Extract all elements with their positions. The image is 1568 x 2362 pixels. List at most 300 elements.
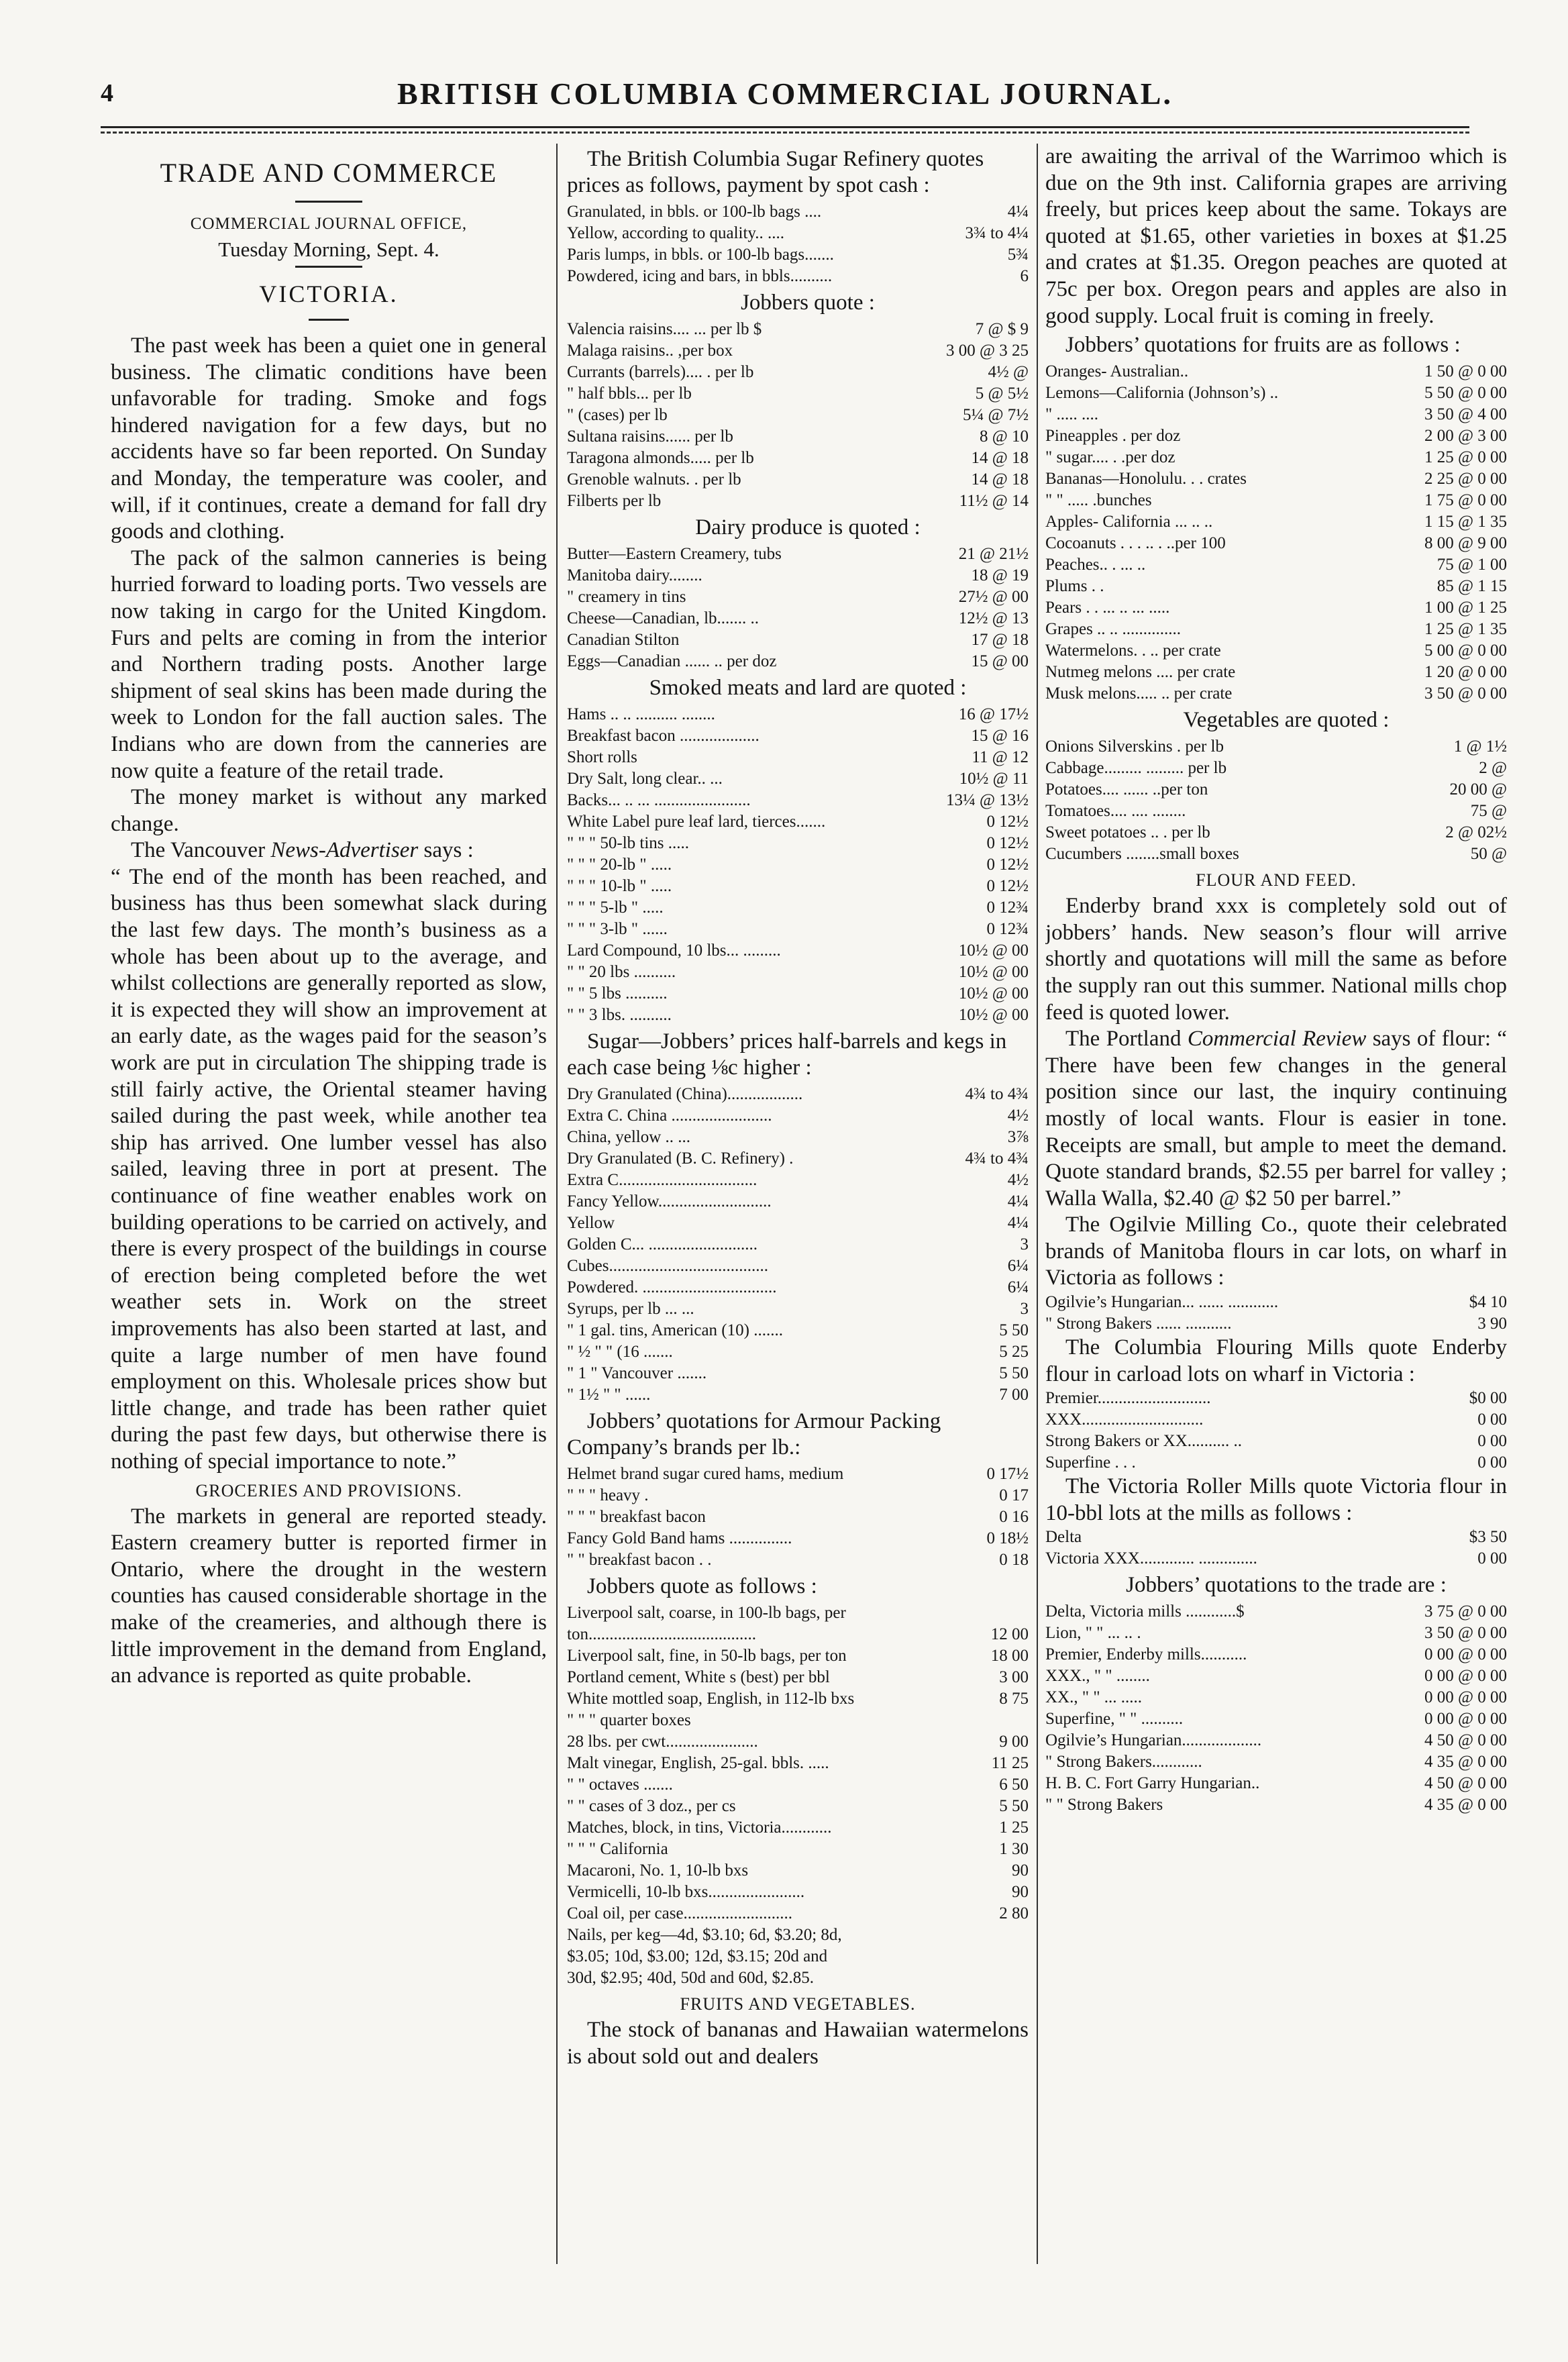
misc-goods-table — [567, 1602, 1029, 1989]
price-value: 12½ @ 13 — [958, 609, 1029, 627]
price-row — [1045, 468, 1507, 490]
price-value: 5 50 — [999, 1321, 1029, 1339]
price-label: " " breakfast bacon . . — [567, 1551, 712, 1569]
price-label: Portland cement, White s (best) per bbl — [567, 1668, 830, 1686]
price-row — [1045, 576, 1507, 597]
price-row — [1045, 1665, 1507, 1687]
price-label: Superfine . . . — [1045, 1453, 1136, 1472]
price-value — [1022, 1946, 1029, 1967]
office-line: COMMERCIAL JOURNAL OFFICE, — [190, 215, 468, 233]
armour-intro: Jobbers’ quotations for Armour Packing Company’s brands per lb.: — [567, 1409, 941, 1459]
price-value: 3 50 @ 0 00 — [1424, 684, 1507, 703]
price-value: 5¼ @ 7½ — [962, 406, 1029, 424]
city-dash — [309, 319, 349, 321]
price-row — [567, 405, 1029, 426]
price-value: 3⅞ — [1007, 1128, 1029, 1146]
price-row — [567, 1005, 1029, 1026]
sugar-jobbers-table — [567, 1084, 1029, 1406]
price-value: 6 — [1020, 267, 1029, 285]
price-row — [1045, 1527, 1507, 1548]
price-value: 7 @ $ 9 — [975, 320, 1029, 338]
price-value: 75 @ 1 00 — [1436, 556, 1507, 574]
price-label: Liverpool salt, coarse, in 100-lb bags, per — [567, 1604, 846, 1622]
price-value: 8 @ 10 — [979, 427, 1029, 446]
price-row — [567, 1882, 1029, 1903]
price-row — [567, 1506, 1029, 1528]
price-row — [567, 244, 1029, 266]
header-rule — [101, 126, 1469, 128]
price-row — [567, 1320, 1029, 1341]
price-label: Eggs—Canadian ...... .. per doz — [567, 652, 777, 670]
ogilvie-paragraph: The Ogilvie Milling Co., quote their celebrated brands of Manitoba flours in car lots, on wharf in Victoria as follows : — [1045, 1213, 1507, 1290]
price-value: 0 18 — [999, 1551, 1029, 1569]
price-value: 90 — [1012, 1861, 1029, 1880]
price-value: 4½ — [1007, 1107, 1029, 1125]
price-value: 4 50 @ 0 00 — [1424, 1731, 1507, 1750]
section-heading: TRADE AND COMMERCE — [160, 158, 498, 188]
price-value: 12 00 — [990, 1625, 1029, 1643]
price-row — [567, 383, 1029, 405]
price-value: 5 00 @ 0 00 — [1424, 641, 1507, 660]
price-row — [567, 362, 1029, 383]
price-value: 2 00 @ 3 00 — [1424, 427, 1507, 446]
columbia-table — [1045, 1388, 1507, 1474]
fruits-vegetables-heading: FRUITS AND VEGETABLES. — [680, 1994, 916, 2014]
price-value: 1 15 @ 1 35 — [1424, 513, 1507, 531]
price-row — [567, 1946, 1029, 1967]
price-value: 5 50 — [999, 1797, 1029, 1815]
price-value: 17 @ 18 — [971, 631, 1029, 649]
price-row — [1045, 640, 1507, 662]
sugar-refinery-intro: The British Columbia Sugar Refinery quotes prices as follows, payment by spot cash : — [567, 147, 984, 197]
price-value: 0 00 @ 0 00 — [1424, 1710, 1507, 1729]
vancouver-prefix: The Vancouver — [131, 838, 271, 863]
price-label: Hams .. .. .......... ........ — [567, 705, 715, 723]
price-label: Grenoble walnuts. . per lb — [567, 470, 741, 489]
price-row — [567, 1602, 1029, 1624]
column-price-lists — [567, 144, 1029, 2291]
price-label: Bananas—Honolulu. . . crates — [1045, 470, 1247, 489]
price-value: 2 @ — [1479, 759, 1507, 778]
price-row — [567, 1277, 1029, 1298]
price-value: 4 35 @ 0 00 — [1424, 1753, 1507, 1772]
price-row — [1045, 1794, 1507, 1816]
flour-feed-heading: FLOUR AND FEED. — [1196, 870, 1357, 890]
price-value: 5 @ 5½ — [975, 384, 1029, 403]
price-row — [567, 790, 1029, 811]
price-row — [567, 1363, 1029, 1384]
newspaper-name: Commercial Review — [1187, 1027, 1367, 1051]
price-value: 10½ @ 00 — [958, 1006, 1029, 1024]
price-value: 6 50 — [999, 1776, 1029, 1794]
price-row — [567, 725, 1029, 747]
price-label: Nails, per keg—4d, $3.10; 6d, $3.20; 8d, — [567, 1926, 842, 1944]
price-row — [567, 1234, 1029, 1255]
price-label: Oranges- Australian.. — [1045, 362, 1189, 381]
price-label: Cucumbers ........small boxes — [1045, 845, 1239, 864]
price-row — [567, 469, 1029, 491]
price-row — [567, 854, 1029, 876]
price-label: White Label pure leaf lard, tierces....... — [567, 813, 826, 831]
price-value: 0 18½ — [986, 1529, 1029, 1547]
price-row — [567, 1731, 1029, 1753]
price-row — [1045, 1452, 1507, 1474]
price-row — [1045, 404, 1507, 425]
price-value: 10½ @ 00 — [958, 963, 1029, 981]
price-label: Sweet potatoes .. . per lb — [1045, 823, 1210, 842]
price-value: 85 @ 1 15 — [1436, 577, 1507, 596]
price-label: Dry Granulated (China).................. — [567, 1085, 803, 1103]
trade-quotations-table — [1045, 1601, 1507, 1816]
price-value — [1022, 1967, 1029, 1989]
price-label: XXX., " " ........ — [1045, 1667, 1150, 1686]
price-label: Extra C. China ........................ — [567, 1107, 772, 1125]
price-row — [1045, 447, 1507, 468]
price-label: " half bbls... per lb — [567, 384, 692, 403]
price-label: Butter—Eastern Creamery, tubs — [567, 545, 782, 563]
price-row — [1045, 1548, 1507, 1570]
price-row — [1045, 511, 1507, 533]
price-label: " " " 5-lb " ..... — [567, 898, 664, 917]
price-value: 4½ — [1007, 1171, 1029, 1189]
price-label: Liverpool salt, fine, in 50-lb bags, per ton — [567, 1647, 847, 1665]
price-value: 15 @ 16 — [971, 727, 1029, 745]
price-row — [1045, 533, 1507, 554]
price-value: 11½ @ 14 — [959, 492, 1029, 510]
fruit-table — [1045, 361, 1507, 705]
price-row — [567, 897, 1029, 919]
price-row — [567, 1191, 1029, 1213]
price-row — [567, 1796, 1029, 1817]
journal-title: BRITISH COLUMBIA COMMERCIAL JOURNAL. — [397, 76, 1173, 111]
price-row — [567, 1817, 1029, 1839]
price-label: " 1 " Vancouver ....... — [567, 1364, 707, 1382]
price-row — [1045, 1388, 1507, 1409]
price-value: 3 — [1020, 1235, 1029, 1253]
price-value: 1 50 @ 0 00 — [1424, 362, 1507, 381]
vancouver-paragraph — [111, 837, 547, 864]
price-row — [567, 1753, 1029, 1774]
price-row — [567, 629, 1029, 651]
jobbers-quote-title: Jobbers quote : — [741, 291, 875, 315]
price-value: 0 17 — [999, 1486, 1029, 1504]
price-row — [567, 1774, 1029, 1796]
price-value: 0 00 — [1477, 1453, 1507, 1472]
price-label: Lion, " " ... .. . — [1045, 1624, 1141, 1643]
price-label: " (cases) per lb — [567, 406, 668, 424]
price-label: " sugar.... . .per doz — [1045, 448, 1175, 467]
price-label: Currants (barrels).... . per lb — [567, 363, 754, 381]
fruit-quotations-intro: Jobbers’ quotations for fruits are as follows : — [1065, 333, 1461, 358]
price-row — [567, 1645, 1029, 1667]
price-label: Malt vinegar, English, 25-gal. bbls. ..... — [567, 1754, 829, 1772]
price-value: 16 @ 17½ — [958, 705, 1029, 723]
portland-suffix: says of flour: “ There have been few changes in the general position since our last, the inquiry continuing mostly of local wants. Flour is easier in tone. Receipts are small, but ample to meet the demand. Quote standard brands, $2.55 per barrel for valley ; Walla Walla, $2.40 @ $2 50 per barrel.” — [1045, 1027, 1507, 1211]
price-value: 1 75 @ 0 00 — [1424, 491, 1507, 510]
price-row — [1045, 758, 1507, 779]
price-value: 18 00 — [990, 1647, 1029, 1665]
price-label: Matches, block, in tins, Victoria............ — [567, 1818, 832, 1837]
price-value: 3 50 @ 0 00 — [1424, 1624, 1507, 1643]
price-value: 6¼ — [1007, 1278, 1029, 1296]
page-number: 4 — [101, 79, 113, 107]
price-value: 14 @ 18 — [971, 449, 1029, 467]
price-label: Plums . . — [1045, 577, 1104, 596]
price-value: 1 25 @ 0 00 — [1424, 448, 1507, 467]
price-value: 15 @ 00 — [971, 652, 1029, 670]
price-label: Premier, Enderby mills........... — [1045, 1645, 1247, 1664]
price-label: Filberts per lb — [567, 492, 662, 510]
price-label: $3.05; 10d, $3.00; 12d, $3.15; 20d and — [567, 1947, 828, 1965]
price-row — [567, 201, 1029, 223]
price-value: 4½ @ — [988, 363, 1029, 381]
price-label: " ½ " " (16 ....... — [567, 1343, 673, 1361]
continued-paragraph: are awaiting the arrival of the Warrimoo which is due on the 9th inst. California grapes are arriving freely, but prices keep about the same. Tokays are quoted at $1.65, other varieties in boxes at $1.25 and crates at $1.35. Oregon peaches are quoted at 75c per box. Oregon pears and apples are also in good supply. Local fruit is coming in freely. — [1045, 144, 1507, 328]
price-label: Malaga raisins.. ,per box — [567, 342, 733, 360]
price-row — [567, 1710, 1029, 1731]
price-row — [567, 1105, 1029, 1127]
smoked-meats-table — [567, 704, 1029, 1026]
price-row — [567, 544, 1029, 565]
portland-prefix: The Portland — [1065, 1027, 1188, 1051]
price-label: Ogilvie’s Hungarian................... — [1045, 1731, 1262, 1750]
price-row — [1045, 1687, 1507, 1708]
price-value: 0 00 @ 0 00 — [1424, 1688, 1507, 1707]
price-row — [567, 223, 1029, 244]
price-label: Nutmeg melons .... per crate — [1045, 663, 1236, 682]
price-row — [567, 1341, 1029, 1363]
price-row — [567, 586, 1029, 608]
price-label: Taragona almonds..... per lb — [567, 449, 754, 467]
fruits-vegetables-paragraph: The stock of bananas and Hawaiian watermelons is about sold out and dealers — [567, 2018, 1029, 2069]
price-label: Lard Compound, 10 lbs... ......... — [567, 941, 781, 960]
price-row — [567, 1148, 1029, 1170]
price-row — [1045, 1730, 1507, 1751]
price-row — [1045, 1431, 1507, 1452]
price-row — [1045, 554, 1507, 576]
price-row — [567, 983, 1029, 1005]
price-row — [567, 1084, 1029, 1105]
price-label: " " 20 lbs .......... — [567, 963, 676, 981]
price-value: 3 75 @ 0 00 — [1424, 1602, 1507, 1621]
price-value: 0 00 @ 0 00 — [1424, 1667, 1507, 1686]
jobbers-follows-title: Jobbers quote as follows : — [587, 1574, 817, 1598]
price-value: 5¾ — [1007, 246, 1029, 264]
price-value: 5 50 — [999, 1364, 1029, 1382]
price-label: Peaches.. . ... .. — [1045, 556, 1146, 574]
price-label: XX., " " ... ..... — [1045, 1688, 1143, 1707]
dried-fruit-table — [567, 319, 1029, 512]
price-label: Victoria XXX............. .............. — [1045, 1549, 1257, 1568]
price-value: 21 @ 21½ — [958, 545, 1029, 563]
price-label: Onions Silverskins . per lb — [1045, 737, 1224, 756]
flour-paragraph: Enderby brand xxx is completely sold out of jobbers’ hands. New season’s flour will arrive shortly and quotations will mill the same as before the supply ran out this summer. National mills chop feed is quoted lower. — [1045, 894, 1507, 1025]
page-header — [101, 70, 1469, 117]
price-row — [1045, 1751, 1507, 1773]
price-label: " " cases of 3 doz., per cs — [567, 1797, 736, 1815]
price-row — [567, 1903, 1029, 1924]
price-label: Musk melons..... .. per crate — [1045, 684, 1233, 703]
price-value — [1022, 1602, 1029, 1624]
price-value: 0 12½ — [986, 856, 1029, 874]
price-row — [567, 940, 1029, 962]
price-row — [567, 319, 1029, 340]
price-value: 4¼ — [1007, 203, 1029, 221]
price-value: 4¼ — [1007, 1214, 1029, 1232]
price-value: 75 @ — [1470, 802, 1507, 821]
price-value: 2 25 @ 0 00 — [1424, 470, 1507, 489]
date-line: Tuesday Morning, Sept. 4. — [218, 238, 439, 261]
price-row — [567, 1924, 1029, 1946]
price-label: Cocoanuts . . . .. . ..per 100 — [1045, 534, 1226, 553]
price-label: Sultana raisins...... per lb — [567, 427, 733, 446]
price-row — [1045, 1409, 1507, 1431]
column-rule-left — [556, 144, 558, 2264]
price-label: " " " breakfast bacon — [567, 1508, 706, 1526]
price-row — [567, 1839, 1029, 1860]
price-label: Granulated, in bbls. or 100-lb bags .... — [567, 203, 822, 221]
price-label: " " ..... .bunches — [1045, 491, 1152, 510]
price-value: 0 00 — [1477, 1549, 1507, 1568]
price-value: 0 00 — [1477, 1432, 1507, 1451]
price-value: 4 35 @ 0 00 — [1424, 1796, 1507, 1814]
price-value: 3 90 — [1477, 1315, 1507, 1333]
vegetables-title: Vegetables are quoted : — [1183, 708, 1390, 733]
price-label: Cabbage......... ......... per lb — [1045, 759, 1227, 778]
price-row — [567, 962, 1029, 983]
price-label: " creamery in tins — [567, 588, 686, 606]
price-row — [1045, 683, 1507, 705]
price-label: " Strong Bakers............ — [1045, 1753, 1202, 1772]
price-label: Dry Granulated (B. C. Refinery) . — [567, 1149, 794, 1168]
price-row — [567, 340, 1029, 362]
price-row — [1045, 1773, 1507, 1794]
price-label: Powdered. ................................ — [567, 1278, 777, 1296]
price-value: 14 @ 18 — [971, 470, 1029, 489]
price-label: Powdered, icing and bars, in bbls.......... — [567, 267, 833, 285]
price-row — [1045, 736, 1507, 758]
price-row — [567, 747, 1029, 768]
price-value: 4¾ to 4¾ — [965, 1149, 1029, 1168]
price-value: 0 12½ — [986, 877, 1029, 895]
price-row — [567, 833, 1029, 854]
column-rule-right — [1037, 144, 1038, 2264]
price-row — [1045, 619, 1507, 640]
price-value: 4 50 @ 0 00 — [1424, 1774, 1507, 1793]
price-row — [567, 1688, 1029, 1710]
price-value: 8 00 @ 9 00 — [1424, 534, 1507, 553]
price-row — [567, 651, 1029, 672]
price-label: Breakfast bacon ................... — [567, 727, 760, 745]
price-label: " " " heavy . — [567, 1486, 649, 1504]
paragraph: The pack of the salmon canneries is being hurried forward to loading ports. Two vessels are now taking in cargo for the United Kingdom. Furs and pelts are coming in from the interior and Northern trading posts. Another large shipment of seal skins has been made during the week to London for the fall auction sales. The Indians who are down from the canneries are now quite a feature of the retail trade. — [111, 546, 547, 783]
price-label: Delta — [1045, 1528, 1082, 1547]
dairy-title: Dairy produce is quoted : — [695, 515, 921, 540]
price-row — [567, 491, 1029, 512]
price-value: 2 80 — [999, 1904, 1029, 1922]
price-label: Vermicelli, 10-lb bxs....................... — [567, 1883, 805, 1901]
price-row — [1045, 490, 1507, 511]
price-value: 1 25 @ 1 35 — [1424, 620, 1507, 639]
date-dash — [295, 266, 362, 268]
price-label: Pears . . ... .. ... ..... — [1045, 599, 1170, 617]
price-label: " 1½ " " ...... — [567, 1386, 651, 1404]
price-label: Backs... .. ... ....................... — [567, 791, 751, 809]
price-label: " " " 3-lb " ...... — [567, 920, 668, 938]
price-row — [567, 876, 1029, 897]
price-row — [567, 919, 1029, 940]
column-trade-and-commerce — [111, 144, 547, 2291]
price-row — [567, 426, 1029, 448]
price-value: 5 25 — [999, 1343, 1029, 1361]
price-value: 13¼ @ 13½ — [945, 791, 1029, 809]
price-label: Golden C... .......................... — [567, 1235, 758, 1253]
price-value: 3 00 @ 3 25 — [945, 342, 1029, 360]
price-label: Strong Bakers or XX.......... .. — [1045, 1432, 1243, 1451]
price-label: Macaroni, No. 1, 10-lb bxs — [567, 1861, 749, 1880]
price-label: H. B. C. Fort Garry Hungarian.. — [1045, 1774, 1260, 1793]
city-heading: VICTORIA. — [259, 280, 399, 307]
vancouver-suffix: says : — [418, 838, 474, 863]
price-row — [567, 1213, 1029, 1234]
price-value: 0 12¾ — [986, 920, 1029, 938]
price-label: " " " quarter boxes — [567, 1711, 691, 1729]
price-label: Paris lumps, in bbls. or 100-lb bags....... — [567, 246, 834, 264]
price-row — [1045, 822, 1507, 843]
columbia-paragraph: The Columbia Flouring Mills quote Enderby flour in carload lots on wharf in Victoria : — [1045, 1335, 1507, 1386]
price-label: Valencia raisins.... ... per lb $ — [567, 320, 762, 338]
trade-quotations-title: Jobbers’ quotations to the trade are : — [1126, 1573, 1447, 1598]
price-value: 10½ @ 11 — [959, 770, 1029, 788]
price-row — [1045, 1292, 1507, 1313]
price-row — [567, 448, 1029, 469]
price-value — [1022, 1924, 1029, 1946]
price-label: XXX............................. — [1045, 1410, 1204, 1429]
price-row — [1045, 662, 1507, 683]
price-label: Ogilvie’s Hungarian... ...... ............ — [1045, 1293, 1279, 1312]
price-value: 11 25 — [991, 1754, 1029, 1772]
price-label: Potatoes.... ...... ..per ton — [1045, 780, 1208, 799]
price-row — [567, 1170, 1029, 1191]
price-label: Syrups, per lb ... ... — [567, 1300, 694, 1318]
portland-paragraph — [1045, 1026, 1507, 1212]
price-value: 3¾ to 4¼ — [965, 224, 1029, 242]
price-value: 0 16 — [999, 1508, 1029, 1526]
price-label: Premier........................... — [1045, 1389, 1211, 1408]
price-label: White mottled soap, English, in 112-lb bxs — [567, 1690, 855, 1708]
sugar-table — [567, 201, 1029, 287]
smoked-meats-title: Smoked meats and lard are quoted : — [649, 676, 967, 700]
column-fruits-flour — [1045, 144, 1507, 2291]
price-value: 18 @ 19 — [971, 566, 1029, 584]
price-value: $3 50 — [1469, 1528, 1507, 1547]
price-value: 0 00 — [1477, 1410, 1507, 1429]
price-value: 9 00 — [999, 1733, 1029, 1751]
price-label: Fancy Yellow........................... — [567, 1192, 772, 1211]
price-label: Dry Salt, long clear.. ... — [567, 770, 723, 788]
price-label: Pineapples . per doz — [1045, 427, 1181, 446]
price-value: 10½ @ 00 — [958, 941, 1029, 960]
price-label: Delta, Victoria mills ............$ — [1045, 1602, 1245, 1621]
price-row — [567, 1485, 1029, 1506]
price-row — [567, 1384, 1029, 1406]
price-row — [1045, 843, 1507, 865]
price-label: ton........................................ — [567, 1625, 756, 1643]
price-value: 1 00 @ 1 25 — [1424, 599, 1507, 617]
price-label: " Strong Bakers ...... ........... — [1045, 1315, 1232, 1333]
price-value: 2 @ 02½ — [1445, 823, 1507, 842]
price-value: 4¼ — [1007, 1192, 1029, 1211]
